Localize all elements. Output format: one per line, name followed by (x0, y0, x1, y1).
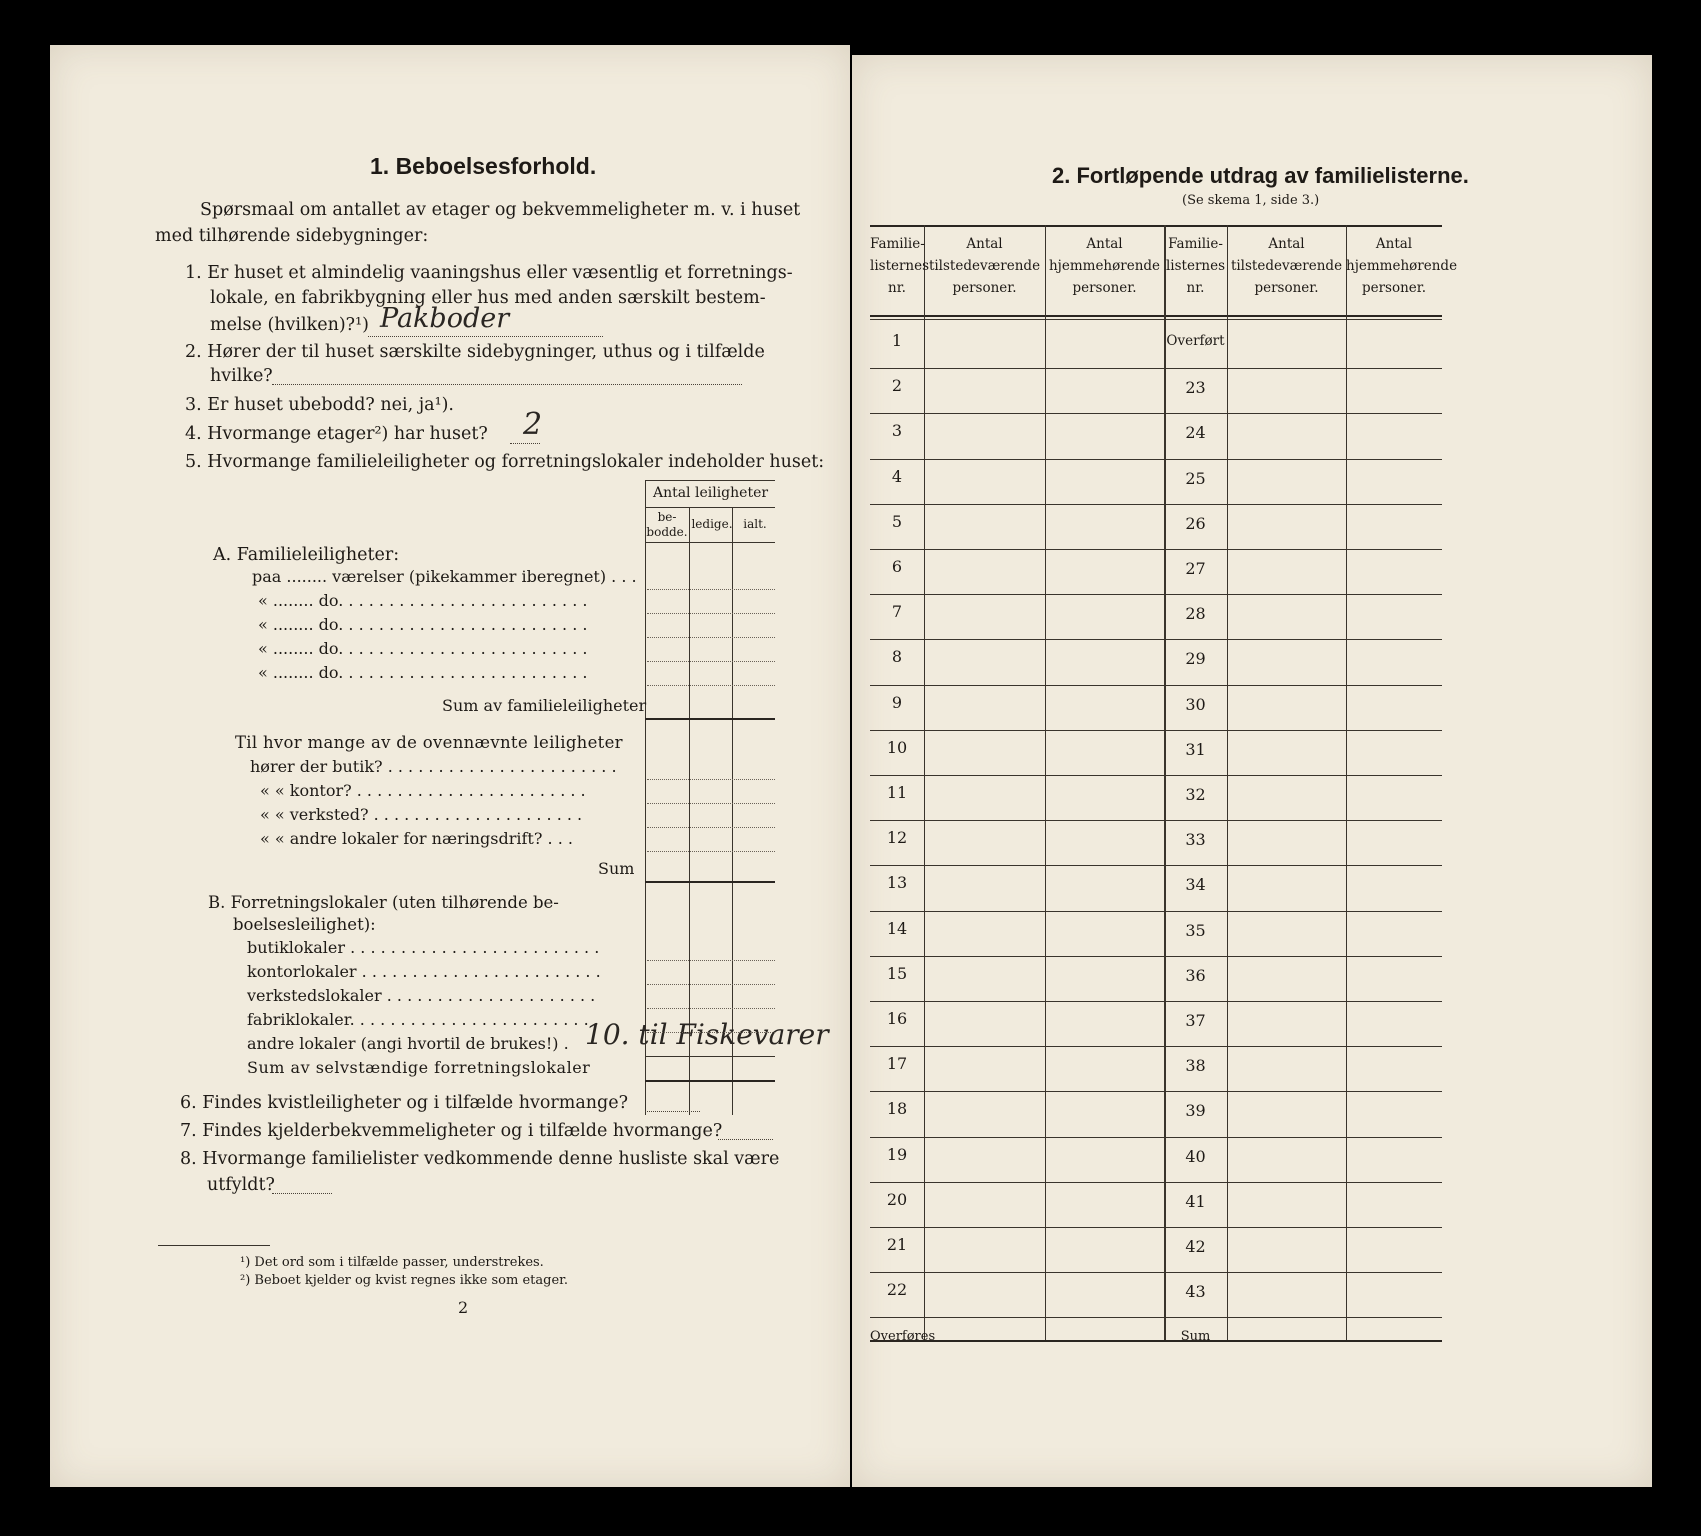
question-3: 3. Er huset ubebodd? nei, ja¹). (185, 395, 454, 415)
list-number: 8 (891, 647, 903, 667)
question-2-line-1: 2. Hører der til huset særskilte sidebygninger, uthus og i tilfælde (185, 342, 765, 362)
row-b5: andre lokaler (angi hvortil de brukes!) . (247, 1034, 569, 1053)
list-number: 23 (1185, 378, 1206, 398)
row-a1: paa ........ værelser (pikekammer iberegnet) . . . (252, 567, 637, 586)
list-number: 43 (1185, 1282, 1206, 1302)
row-rule (647, 779, 775, 780)
list-number: 1 (891, 331, 903, 350)
row-rule (647, 1008, 775, 1009)
row-rule (870, 911, 1442, 912)
row-rule (870, 549, 1442, 550)
list-number: 18 (886, 1099, 908, 1119)
list-number: 30 (1185, 694, 1206, 714)
row-rule (647, 1032, 775, 1033)
list-number: 2 (891, 376, 903, 396)
answer-line (718, 1139, 773, 1140)
row-a2: « ........ do. . . . . . . . . . . . . . . . . . . . . . . . . (258, 591, 588, 610)
right-page (852, 55, 1652, 1487)
footnote-2: ²) Beboet kjelder og kvist regnes ikke som etager. (240, 1273, 569, 1288)
row-b5-answer: 10. til Fiskevarer (585, 1018, 829, 1051)
row-rule (870, 413, 1442, 414)
row-rule (870, 1091, 1442, 1092)
list-number: 27 (1185, 559, 1206, 578)
list-number: 29 (1185, 649, 1206, 669)
sum-rule (645, 718, 775, 720)
list-number: 37 (1185, 1011, 1206, 1030)
row-a5: « ........ do. . . . . . . . . . . . . . . . . . . . . . . . . (258, 663, 588, 682)
table-rule (645, 542, 775, 543)
list-number: Overført (1166, 333, 1225, 349)
column-line (924, 225, 925, 1340)
tilhvor-line-3: « « kontor? . . . . . . . . . . . . . . . . . . . . . . . (260, 781, 586, 800)
list-number: 16 (886, 1009, 908, 1028)
list-number: 20 (886, 1189, 908, 1209)
row-rule (870, 1137, 1442, 1138)
footnote-rule (158, 1245, 270, 1246)
question-7: 7. Findes kjelderbekvemmeligheter og i tilfælde hvormange? (180, 1121, 723, 1141)
list-number: 39 (1185, 1101, 1206, 1121)
intro-line-1: Spørsmaal om antallet av etager og bekvemmeligheter m. v. i huset (200, 200, 801, 220)
question-4-answer: 2 (523, 407, 543, 442)
row-rule (870, 1046, 1442, 1047)
answer-line (272, 384, 742, 385)
table-bottom-rule (870, 1340, 1442, 1342)
list-number: 34 (1185, 875, 1206, 895)
col-bebodde: be- bodde. (646, 510, 688, 539)
list-number: 14 (886, 918, 908, 938)
list-number: 13 (886, 873, 908, 893)
question-5: 5. Hvormange familieleiligheter og forretningslokaler indeholder huset: (185, 452, 825, 472)
row-rule (647, 984, 775, 985)
row-rule (870, 368, 1442, 369)
question-1-answer: Pakboder (380, 303, 510, 334)
right-page-subtitle: (Se skema 1, side 3.) (1182, 193, 1320, 208)
list-number: 6 (891, 557, 903, 576)
column-header: Familie- listernes nr. (1165, 236, 1226, 296)
question-8-line-1: 8. Hvormange familielister vedkommende denne husliste skal være (180, 1149, 780, 1169)
list-number: 31 (1185, 739, 1206, 759)
row-a3: « ........ do. . . . . . . . . . . . . . . . . . . . . . . . . (258, 615, 588, 634)
list-number: 19 (886, 1144, 908, 1164)
list-number: 5 (891, 511, 903, 531)
list-number: 4 (891, 466, 903, 486)
row-rule (647, 661, 775, 662)
row-rule (645, 1056, 775, 1057)
column-line (1227, 225, 1228, 1340)
section-b-line-2: boelsesleilighet): (233, 915, 376, 934)
question-1-line-2: lokale, en fabrikbygning eller hus med anden særskilt bestem- (210, 288, 766, 308)
list-number: 17 (886, 1054, 908, 1074)
column-header: Antal tilstedeværende personer. (928, 236, 1041, 296)
row-rule (870, 504, 1442, 505)
row-rule (870, 1272, 1442, 1273)
column-line (1045, 225, 1046, 1340)
list-number: 11 (886, 783, 908, 802)
row-rule (647, 685, 775, 686)
row-rule (870, 1001, 1442, 1002)
row-rule (870, 820, 1442, 821)
row-rule (647, 803, 775, 804)
page-number: 2 (458, 1298, 469, 1317)
list-number: 25 (1185, 468, 1206, 488)
question-8-line-2: utfyldt? (207, 1175, 275, 1195)
row-b2: kontorlokaler . . . . . . . . . . . . . . . . . . . . . . . . (247, 962, 601, 981)
sum-rule (645, 881, 775, 883)
col-ialt: ialt. (743, 517, 767, 531)
question-1-line-1: 1. Er huset et almindelig vaaningshus eller væsentlig et forretnings- (185, 263, 793, 283)
list-number: 42 (1185, 1237, 1206, 1256)
column-header: Antal hjemmehørende personer. (1346, 236, 1458, 296)
header-bottom-rule (870, 315, 1442, 317)
question-6: 6. Findes kvistleiligheter og i tilfælde hvormange? (180, 1093, 628, 1113)
table-rule (645, 507, 775, 508)
footnote-1: ¹) Det ord som i tilfælde passer, understrekes. (240, 1255, 544, 1270)
list-number: 24 (1185, 423, 1206, 443)
list-number: 41 (1185, 1191, 1206, 1211)
question-2-line-2: hvilke? (210, 366, 273, 386)
list-number: 21 (886, 1235, 908, 1254)
question-4: 4. Hvormange etager²) har huset? (185, 424, 488, 444)
section-b-line-1: B. Forretningslokaler (uten tilhørende be- (208, 893, 559, 912)
sum-b-label: Sum av selvstændige forretningslokaler (247, 1058, 591, 1077)
list-number: 3 (891, 421, 903, 441)
answer-line (510, 443, 540, 444)
right-page-title: 2. Fortløpende utdrag av familielisterne. (1052, 163, 1469, 188)
column-header: Antal tilstedeværende personer. (1230, 236, 1343, 296)
row-rule (870, 594, 1442, 595)
row-rule (870, 459, 1442, 460)
section-a-title: A. Familieleiligheter: (213, 545, 400, 565)
row-b4: fabriklokaler. . . . . . . . . . . . . . . . . . . . . . . . . (247, 1010, 599, 1029)
column-header: Antal hjemmehørende personer. (1048, 236, 1161, 296)
list-number: 26 (1185, 513, 1206, 533)
row-rule (870, 1182, 1442, 1183)
row-rule (870, 1317, 1442, 1318)
row-rule (647, 589, 775, 590)
row-rule (647, 960, 775, 961)
row-a4: « ........ do. . . . . . . . . . . . . . . . . . . . . . . . . (258, 639, 588, 658)
list-number: 22 (886, 1280, 908, 1300)
row-rule (647, 613, 775, 614)
list-number: 32 (1185, 785, 1206, 804)
footer-overfores: Overføres (870, 1329, 936, 1345)
table-rule (645, 480, 775, 481)
answer-line (272, 1193, 332, 1194)
list-number: 12 (886, 828, 908, 848)
list-number: 15 (886, 963, 908, 983)
sum-a-label: Sum av familieleiligheter (442, 696, 647, 715)
row-rule (870, 775, 1442, 776)
list-number: 40 (1185, 1146, 1206, 1166)
row-rule (870, 956, 1442, 957)
tilhvor-line-4: « « verksted? . . . . . . . . . . . . . . . . . . . . . (260, 805, 583, 824)
header-bottom-rule (870, 319, 1442, 320)
intro-line-2: med tilhørende sidebygninger: (155, 226, 429, 246)
list-number: 38 (1185, 1056, 1206, 1076)
list-number: 36 (1185, 965, 1206, 985)
left-page-title: 1. Beboelsesforhold. (370, 153, 597, 179)
row-rule (870, 639, 1442, 640)
col-ledige: ledige. (691, 517, 733, 531)
footer-sum: Sum (1180, 1329, 1211, 1345)
row-rule (870, 1227, 1442, 1228)
list-number: 10 (886, 737, 908, 757)
table-header: Antal leiligheter (652, 485, 769, 501)
tilhvor-line-5: « « andre lokaler for næringsdrift? . . . (260, 829, 573, 848)
list-number: 35 (1185, 920, 1206, 940)
column-header: Familie- listernes nr. (870, 236, 930, 296)
row-rule (870, 685, 1442, 686)
list-number: 33 (1185, 830, 1206, 850)
question-1-line-3: melse (hvilken)?¹) (210, 315, 369, 335)
tilhvor-line-1: Til hvor mange av de ovennævnte leiligheter (235, 733, 623, 752)
row-rule (647, 851, 775, 852)
family-list-table (852, 55, 1652, 1487)
column-line (1346, 225, 1347, 1340)
row-b3: verkstedslokaler . . . . . . . . . . . . . . . . . . . . . (247, 986, 596, 1005)
row-rule (647, 637, 775, 638)
left-page (50, 45, 850, 1487)
row-rule (647, 827, 775, 828)
sum-label: Sum (598, 859, 635, 878)
answer-line (645, 1111, 700, 1112)
table-top-rule (870, 225, 1442, 227)
list-number: 9 (891, 692, 903, 712)
row-rule (870, 865, 1442, 866)
list-number: 28 (1185, 604, 1206, 624)
answer-line (368, 336, 603, 337)
row-rule (870, 730, 1442, 731)
list-number: 7 (891, 602, 903, 622)
row-b1: butiklokaler . . . . . . . . . . . . . . . . . . . . . . . . . (247, 938, 600, 957)
tilhvor-line-2: hører der butik? . . . . . . . . . . . . . . . . . . . . . . . (250, 757, 617, 776)
sum-rule (645, 1080, 775, 1082)
